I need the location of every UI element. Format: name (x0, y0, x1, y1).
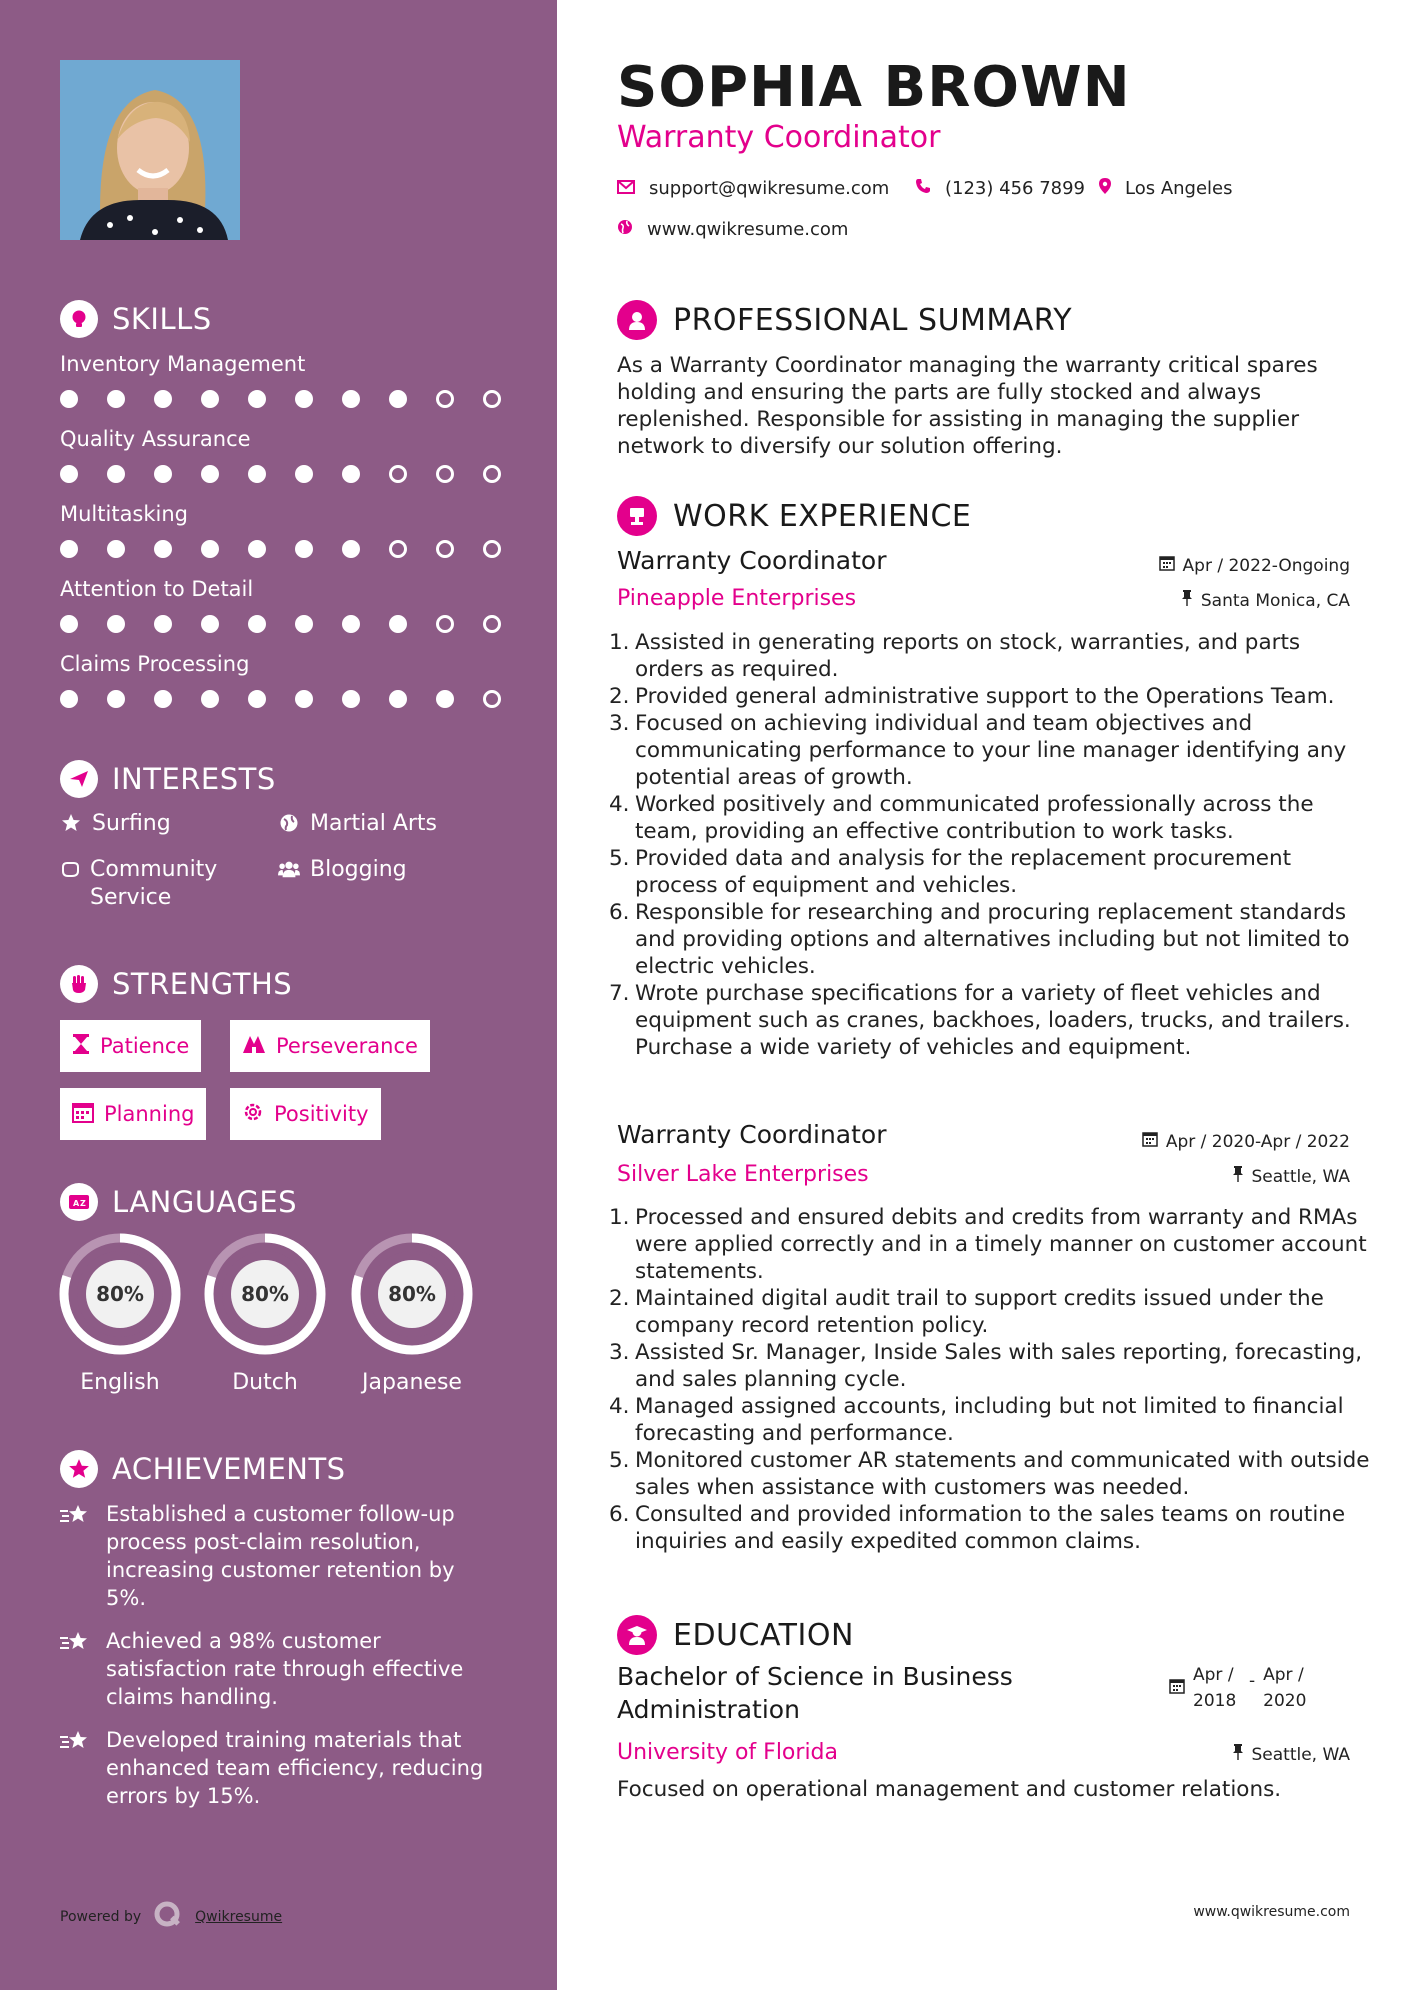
bullet-text: Assisted Sr. Manager, Inside Sales with sales reporting, forecasting, and sales planning cycle. (635, 1340, 1363, 1392)
bullet-number: 5. (609, 846, 630, 871)
rating-dot-filled (107, 390, 125, 408)
bullet-text: Worked positively and communicated professionally across the team, providing an effective contribution to work tasks. (635, 792, 1314, 844)
education-end: Apr / 2020 (1263, 1665, 1307, 1711)
bullet-text: Assisted in generating reports on stock, warranties, and parts orders as required. (635, 630, 1301, 682)
profile-photo (60, 60, 240, 240)
website-contact: www.qwikresume.com (617, 219, 848, 240)
language-percent: 80% (241, 1282, 289, 1306)
interest-item: Blogging (278, 856, 508, 884)
lightbulb-icon (60, 300, 98, 338)
rating-dot-filled (248, 540, 266, 558)
strength-chip: Positivity (230, 1088, 381, 1140)
rating-dot-filled (107, 540, 125, 558)
interest-item: Surfing (60, 810, 270, 838)
rating-dot-empty (483, 615, 501, 633)
bullet-item (609, 629, 1372, 683)
skill-name: Quality Assurance (60, 427, 251, 451)
language-progress-ring (58, 1232, 182, 1356)
users-icon (278, 856, 300, 884)
bullet-number: 6. (609, 1502, 630, 1527)
brand-link[interactable]: Qwikresume (195, 1909, 283, 1925)
rating-dot-filled (154, 615, 172, 633)
bullet-number: 1. (609, 630, 630, 655)
rating-dot-filled (201, 615, 219, 633)
education-start: Apr / 2018 (1193, 1665, 1237, 1711)
education-location: Seattle, WA (1232, 1744, 1351, 1765)
skill-name: Multitasking (60, 502, 189, 526)
envelope-icon (617, 178, 635, 199)
pushpin-icon (1232, 1744, 1244, 1765)
job-bullets (609, 1204, 1372, 1555)
bullet-item (609, 899, 1372, 980)
strength-chip: Patience (60, 1020, 201, 1072)
skill-name: Inventory Management (60, 352, 306, 376)
rating-dot-filled (248, 465, 266, 483)
achievement-item: Developed training materials that enhanced team efficiency, reducing errors by 15%. (60, 1726, 500, 1810)
rating-dot-filled (342, 540, 360, 558)
map-pin-icon (1099, 178, 1111, 199)
rating-dot-filled (342, 390, 360, 408)
rating-dot-filled (60, 690, 78, 708)
shooting-star-icon (60, 1500, 94, 1612)
bullet-item (609, 683, 1372, 710)
podium-icon (617, 496, 657, 536)
rating-dot-filled (201, 540, 219, 558)
rating-dot-filled (154, 465, 172, 483)
bullet-item (609, 1393, 1372, 1447)
footer-url[interactable]: www.qwikresume.com (1193, 1904, 1350, 1920)
job-location: Santa Monica, CA (1181, 590, 1350, 611)
interests-heading: INTERESTS (60, 760, 276, 798)
group-icon (242, 1034, 266, 1059)
date-separator: - (1249, 1671, 1256, 1691)
hourglass-icon (72, 1033, 90, 1060)
achievement-item: Achieved a 98% customer satisfaction rate through effective claims handling. (60, 1627, 500, 1711)
job-bullets (609, 629, 1372, 1061)
strength-chip: Perseverance (230, 1020, 430, 1072)
svg-text:Z: Z (80, 1199, 86, 1208)
job-title: Warranty Coordinator (617, 1120, 887, 1149)
skills-heading: SKILLS (60, 300, 212, 338)
bullet-item (609, 980, 1372, 1061)
bullet-number: 5. (609, 1448, 630, 1473)
main-content (557, 0, 1407, 1990)
skill-name: Attention to Detail (60, 577, 254, 601)
rating-dot-filled (60, 615, 78, 633)
bullet-number: 3. (609, 1340, 630, 1365)
star-badge-icon (60, 1450, 98, 1488)
job-title: Warranty Coordinator (617, 546, 887, 575)
bullet-item (609, 1204, 1372, 1285)
bullet-item (609, 791, 1372, 845)
education-description: Focused on operational management and customer relations. (617, 1777, 1282, 1802)
rating-dot-empty (483, 390, 501, 408)
summary-heading: PROFESSIONAL SUMMARY (617, 300, 1072, 340)
location-contact: Los Angeles (1099, 178, 1233, 199)
bullet-number: 4. (609, 1394, 630, 1419)
rating-dot-filled (154, 540, 172, 558)
interest-item: Community Service (60, 856, 270, 912)
rating-dot-empty (436, 390, 454, 408)
powered-by: Powered by Qwikresume (60, 1900, 282, 1934)
star-icon (60, 810, 82, 838)
rating-dot-filled (107, 690, 125, 708)
bullet-item (609, 1501, 1372, 1555)
strengths-heading: STRENGTHS (60, 965, 292, 1003)
bullet-number: 2. (609, 684, 630, 709)
rating-dot-filled (295, 465, 313, 483)
rating-dot-filled (342, 465, 360, 483)
achievements-heading: ACHIEVEMENTS (60, 1450, 346, 1488)
translate-icon (60, 1183, 98, 1221)
phone-icon (915, 178, 931, 199)
skill-rating (60, 465, 501, 483)
education-heading: EDUCATION (617, 1615, 854, 1655)
rating-dot-filled (295, 615, 313, 633)
pushpin-icon (1181, 590, 1193, 611)
calendar-icon (1169, 1662, 1185, 1702)
email-contact: support@qwikresume.com (617, 178, 889, 199)
rating-dot-empty (389, 465, 407, 483)
job-dates: Apr / 2020-Apr / 2022 (1142, 1131, 1350, 1152)
strength-chip: Planning (60, 1088, 206, 1140)
skill-rating (60, 690, 501, 708)
rating-dot-filled (389, 615, 407, 633)
rating-dot-filled (154, 390, 172, 408)
rating-dot-filled (295, 390, 313, 408)
bullet-text: Focused on achieving individual and team objectives and communicating performance to your line manager identifying any potential areas of growth. (635, 711, 1347, 790)
rating-dot-filled (154, 690, 172, 708)
rating-dot-filled (201, 390, 219, 408)
rating-dot-empty (483, 540, 501, 558)
bullet-text: Wrote purchase specifications for a variety of fleet vehicles and equipment such as cranes, backhoes, loaders, trucks, and trailers. Purchase a wide variety of vehicles and equipment. (635, 981, 1351, 1060)
bullet-text: Consulted and provided information to the sales teams on routine inquiries and easily expedited common claims. (635, 1502, 1346, 1554)
gear-icon (242, 1101, 264, 1128)
candidate-title: Warranty Coordinator (617, 120, 941, 155)
languages-heading: A Z LANGUAGES (60, 1183, 297, 1221)
graduation-icon (617, 1615, 657, 1655)
job-location: Seattle, WA (1232, 1166, 1351, 1187)
bullet-text: Processed and ensured debits and credits from warranty and RMAs were applied correctly and in a timely manner on customer account statements. (635, 1205, 1367, 1284)
rating-dot-filled (107, 465, 125, 483)
education-dates (1169, 1662, 1311, 1714)
rating-dot-filled (342, 615, 360, 633)
paper-plane-icon (60, 760, 98, 798)
language-name: Dutch (232, 1370, 298, 1395)
rating-dot-filled (248, 690, 266, 708)
language-progress-ring (203, 1232, 327, 1356)
school-name: University of Florida (617, 1740, 838, 1765)
rating-dot-empty (483, 690, 501, 708)
language-percent: 80% (388, 1282, 436, 1306)
bullet-number: 7. (609, 981, 630, 1006)
summary-text: As a Warranty Coordinator managing the warranty critical spares holding and ensuring the parts are fully stocked and always replenished. Responsible for assisting in managing the supplier network to diversify our solution offering. (617, 353, 1318, 459)
bullet-item (609, 845, 1372, 899)
bullet-number: 1. (609, 1205, 630, 1230)
rating-dot-empty (436, 540, 454, 558)
candidate-name: SOPHIA BROWN (617, 55, 1131, 120)
language-percent: 80% (96, 1282, 144, 1306)
qwikresume-logo-icon (153, 1900, 183, 1934)
globe-icon (617, 219, 633, 240)
bullet-number: 2. (609, 1286, 630, 1311)
bullet-text: Provided data and analysis for the replacement procurement process of equipment and vehicles. (635, 846, 1292, 898)
language-item (58, 1232, 182, 1395)
rating-dot-empty (436, 615, 454, 633)
phone-contact: (123) 456 7899 (915, 178, 1085, 199)
calendar-icon (1159, 555, 1175, 576)
skill-rating (60, 390, 501, 408)
bullet-number: 6. (609, 900, 630, 925)
globe-icon (278, 810, 300, 838)
bullet-number: 3. (609, 711, 630, 736)
language-progress-ring (350, 1232, 474, 1356)
rating-dot-filled (389, 390, 407, 408)
skill-name: Claims Processing (60, 652, 250, 676)
rating-dot-filled (389, 690, 407, 708)
bullet-text: Responsible for researching and procuring replacement standards and providing options and alternatives including but not limited to electric vehicles. (635, 900, 1350, 979)
bullet-number: 4. (609, 792, 630, 817)
rating-dot-empty (436, 465, 454, 483)
rating-dot-filled (60, 540, 78, 558)
calendar-icon (1142, 1131, 1158, 1152)
pushpin-icon (1232, 1166, 1244, 1187)
rating-dot-filled (248, 390, 266, 408)
rating-dot-filled (342, 690, 360, 708)
company-name: Pineapple Enterprises (617, 586, 857, 611)
language-name: English (80, 1370, 160, 1395)
degree-title: Bachelor of Science in Business Administration (617, 1662, 1013, 1724)
rating-dot-filled (248, 615, 266, 633)
rating-dot-empty (483, 465, 501, 483)
rating-dot-filled (60, 390, 78, 408)
language-item (350, 1232, 474, 1395)
user-icon (617, 300, 657, 340)
rating-dot-filled (107, 615, 125, 633)
bullet-text: Provided general administrative support to the Operations Team. (635, 684, 1335, 709)
experience-heading: WORK EXPERIENCE (617, 496, 971, 536)
bullet-item (609, 710, 1372, 791)
bullet-item (609, 1285, 1372, 1339)
skill-rating (60, 615, 501, 633)
language-item (203, 1232, 327, 1395)
svg-text:A: A (73, 1199, 80, 1208)
shooting-star-icon (60, 1726, 94, 1810)
rating-dot-filled (295, 690, 313, 708)
bullet-text: Maintained digital audit trail to support credits issued under the company record retention policy. (635, 1286, 1324, 1338)
rating-dot-filled (60, 465, 78, 483)
sidebar (0, 0, 557, 1990)
interest-item: Martial Arts (278, 810, 508, 838)
shooting-star-icon (60, 1627, 94, 1711)
bullet-item (609, 1339, 1372, 1393)
company-name: Silver Lake Enterprises (617, 1162, 869, 1187)
achievement-item: Established a customer follow-up process post-claim resolution, increasing customer retention by 5%. (60, 1500, 500, 1612)
rating-dot-filled (295, 540, 313, 558)
skill-rating (60, 540, 501, 558)
hand-icon (60, 856, 80, 912)
bullet-text: Managed assigned accounts, including but not limited to financial forecasting and performance. (635, 1394, 1344, 1446)
bullet-item (609, 1447, 1372, 1501)
rating-dot-filled (201, 690, 219, 708)
calendar-icon (72, 1101, 94, 1128)
fist-icon (60, 965, 98, 1003)
rating-dot-empty (389, 540, 407, 558)
job-dates: Apr / 2022-Ongoing (1159, 555, 1350, 576)
language-name: Japanese (362, 1370, 462, 1395)
bullet-text: Monitored customer AR statements and communicated with outside sales when assistance with customers was needed. (635, 1448, 1370, 1500)
rating-dot-filled (201, 465, 219, 483)
rating-dot-filled (436, 690, 454, 708)
